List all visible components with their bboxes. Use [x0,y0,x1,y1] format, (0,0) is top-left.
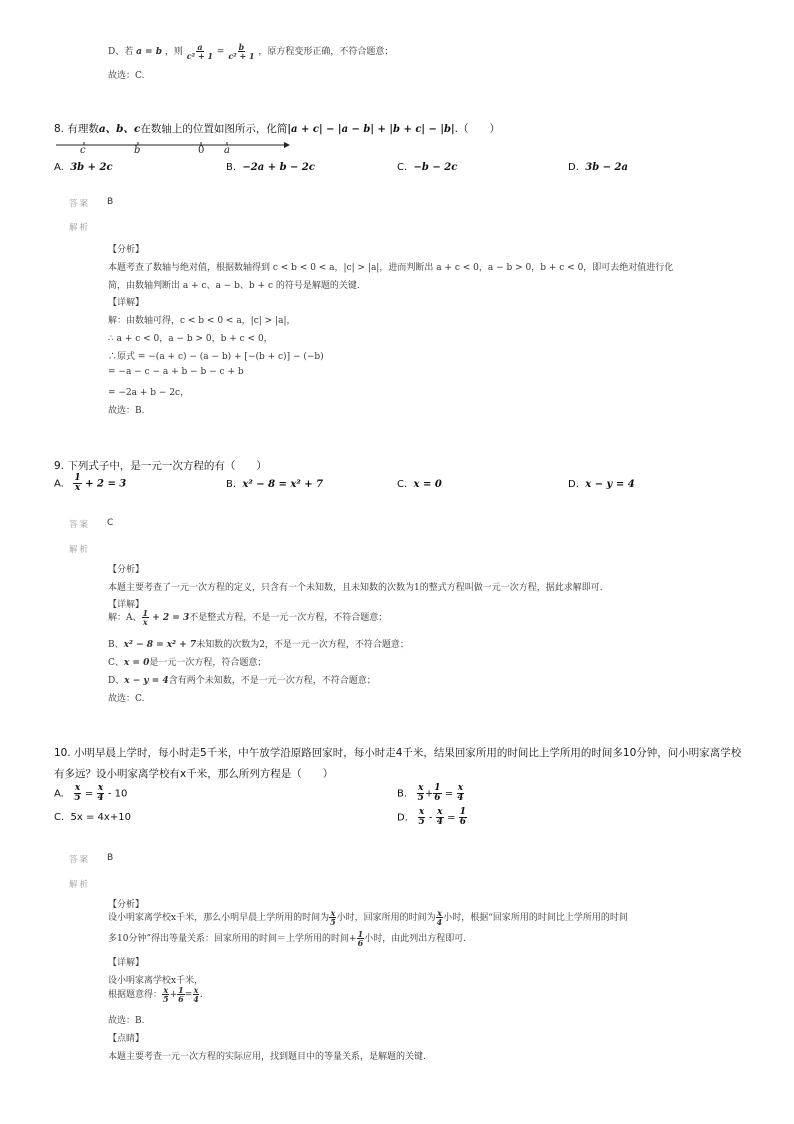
q10-f1-d1: 5 [330,917,336,927]
q10-d2-plus: + [169,990,178,1000]
q8-opt-a-expr: 3b + 2c [70,162,113,173]
q10-opt-b-d3: 4 [457,793,464,803]
q8-fenxi-heading: 【分析】 [108,245,145,255]
q10-d2-end: . [199,990,203,1000]
q10-opt-b-n3: x [457,783,464,793]
q9-detail-b [108,637,409,650]
q10-opt-d-n2: x [437,807,443,817]
q7-d-cond: a = b [136,47,163,57]
q9-detail-c-pre: C、 [108,658,124,668]
q9-option-b [226,479,323,490]
q7-frac-1-num: a [197,42,203,52]
q10-option-a [54,784,127,803]
q9-opt-b-expr: x² − 8 = x² + 7 [242,479,324,490]
q8-opt-a-letter: A. [54,162,64,173]
q10-fenxi-heading: 【分析】 [108,900,145,910]
q8-step-4: = −a − c − a + b − b − c + b [108,367,244,377]
q10-f1-d2: 4 [436,917,443,927]
q10-fenxi-line-2 [108,930,466,947]
q10-answer-value: B [107,853,114,863]
q10-detail-1: 设小明家离学校x千米， [108,976,204,986]
q9-opt-d-expr: x − y = 4 [585,479,635,490]
q9-detail-a [108,609,387,626]
q10-opt-d-frac-1 [417,808,425,827]
q8-fenxi-line-2: 简，由数轴判断出 a + c、a − b、b + c 的符号是解题的关键. [108,281,360,291]
q9-stem: 9. 下列式子中，是一元一次方程的有（ ） [54,460,267,472]
q9-analysis-label: 解析 [69,545,91,555]
q9-xiangjie-heading: 【详解】 [108,600,145,610]
q8-answer-label: 答案 [69,199,91,209]
q10-d2-n1: x [163,985,169,995]
q9-opt-b-letter: B. [226,479,237,490]
q7-d-eq: = [216,47,225,57]
q8-analysis-label: 解析 [69,223,91,233]
q7-choose: 故选：C. [108,71,145,81]
q9-answer-label: 答案 [69,520,91,530]
q9-opt-a-frac [73,474,81,493]
axis-label-0: 0 [198,145,205,156]
q9-option-a [54,474,126,493]
q10-d2-d2: 6 [178,994,184,1004]
q10-f1-n2: x [437,908,442,918]
q10-opt-b-letter: B. [397,788,408,800]
q8-opt-b-expr: −2a + b − 2c [242,162,315,173]
q10-opt-d-minus: - [428,812,433,824]
q10-f2-a: 多10分钟”得出等量关系：回家所用的时间＝上学所用的时间+ [108,934,357,944]
q9-option-d [568,479,635,490]
q10-opt-a-d1: 5 [74,793,81,803]
q9-detail-c-expr: x = 0 [123,658,150,668]
q10-opt-a-eq: = [84,788,94,800]
q10-opt-b-eq: = [444,788,454,800]
q8-xiangjie-heading: 【详解】 [108,298,145,308]
q10-f2-d: 6 [357,938,364,948]
q9-opt-d-letter: D. [568,479,579,490]
q9-detail-c-post: 是一元一次方程，符合题意； [149,658,267,668]
axis-label-a: a [224,145,230,156]
q9-fenxi-heading: 【分析】 [108,565,145,575]
q9-detail-d [108,673,376,686]
q9-detail-c [108,655,266,668]
q9-detail-a-frac [142,609,150,626]
q7-d-suffix: ，原方程变形正确，不符合题意； [258,47,394,57]
q10-opt-d-n1: x [418,807,425,817]
q9-opt-a-rest: + 2 = 3 [81,478,127,490]
q9-detail-b-expr: x² − 8 = x² + 7 [123,640,197,650]
axis-label-b: b [134,145,141,156]
q10-opt-b-d2: 6 [434,793,441,803]
q9-detail-a-post: 不是整式方程，不是一元一次方程，不符合题意； [189,613,388,623]
q10-f1-c: 小时，根据“回家所用的时间比上学所用的时间 [443,913,628,923]
q10-stem-line-1: 10. 小明早晨上学时，每小时走5千米，中午放学沿原路回家时，每小时走4千米，结果回家所用的时间比上学所用的时间多10分钟，问小明家离学校 [54,747,742,759]
q8-option-d [568,162,628,173]
q7-frac-1-den: c² + 1 [186,51,214,61]
q9-choose: 故选：C. [108,694,145,704]
number-line [52,132,292,158]
q10-opt-b-frac-3 [456,784,464,803]
q9-detail-a-num: 1 [142,608,149,618]
q10-d2-frac-3 [192,986,200,1003]
q8-opt-d-letter: D. [568,162,579,173]
q8-step-6: 故选：B. [108,406,145,416]
q7-d-then: ，则 [164,47,183,57]
q10-opt-d-frac-2 [436,808,444,827]
q8-option-c [397,162,457,173]
q8-opt-d-expr: 3b − 2a [585,162,628,173]
q8-option-b [226,162,315,173]
q10-answer-label: 答案 [69,855,91,865]
q9-detail-a-pre: 解：A、 [108,613,142,623]
q10-opt-b-frac-1 [417,784,425,803]
q10-d2-d3: 4 [193,994,199,1004]
q7-frac-1 [186,43,214,60]
q9-opt-a-letter: A. [54,478,64,490]
q10-opt-d-d1: 5 [418,817,425,827]
q10-stem-line-2: 有多远？设小明家离学校有x千米，那么所列方程是（ ） [54,768,334,780]
q10-opt-a-frac-1 [73,784,81,803]
q10-opt-d-eq: = [447,812,456,824]
q8-stem-expr: |a + c| − |a − b| + |b + c| − |b| [287,124,455,135]
q9-detail-b-post: 未知数的次数为2，不是一元一次方程，不符合题意； [196,640,409,650]
q10-f1-b: 小时，回家所用的时间为 [336,913,436,923]
q10-opt-d-n3: 1 [459,807,466,817]
q10-opt-d-d3: 6 [459,817,466,827]
q8-step-2: ∴ a + c < 0，a − b > 0，b + c < 0， [108,334,273,344]
q10-opt-d-d2: 4 [436,817,443,827]
q9-fenxi-line-1: 本题主要考查了一元一次方程的定义，只含有一个未知数，且未知数的次数为1的整式方程叫做一元一次方程，据此求解即可. [108,583,603,593]
q9-detail-d-expr: x − y = 4 [124,676,169,686]
q10-option-b [397,784,465,803]
q8-stem-a: 8. 有理数 [54,123,99,135]
q10-opt-a-n1: x [74,783,81,793]
q10-opt-c-expr: 5x = 4x+10 [70,812,131,823]
q8-opt-b-letter: B. [226,162,237,173]
q10-f1-n1: x [330,908,336,918]
q8-step-3: ∴原式 = −(a + c) − (a − b) + [−(b + c)] − (−b) [108,352,324,362]
q8-step-5: = −2a + b − 2c， [108,388,190,398]
q9-opt-a-den: x [74,483,81,493]
q9-answer-value: C [107,518,114,528]
q10-analysis-label: 解析 [69,880,91,890]
q10-xiangjie-heading: 【详解】 [108,958,145,968]
q8-fenxi-line-1: 本题考查了数轴与绝对值，根据数轴得到 c < b < 0 < a，|c| > |a|，进而判断出 a + c < 0，a − b > 0，b + c < 0，即可去绝对值进行化 [108,263,674,273]
q10-opt-a-letter: A. [54,788,64,800]
q8-opt-c-letter: C. [397,162,408,173]
q10-option-d [397,808,467,827]
q7-d-prefix: D、若 [108,47,134,57]
q10-f2-n: 1 [357,929,364,939]
q10-opt-b-d1: 5 [417,793,424,803]
q7-frac-2 [227,43,255,60]
q10-fenxi-line-1 [108,909,628,926]
q8-option-a [54,162,113,173]
q10-d2-frac-1 [162,986,170,1003]
q8-opt-c-expr: −b − 2c [413,162,458,173]
q10-choose: 故选：B. [108,1016,145,1026]
q7-frac-2-den: c² + 1 [228,51,255,61]
q10-opt-a-frac-2 [96,784,104,803]
q9-opt-a-num: 1 [74,473,81,483]
q10-opt-a-d2: 4 [97,793,104,803]
q7-frac-2-num: b [238,42,245,52]
q10-f1-frac-1 [329,909,337,926]
q10-dianjing-heading: 【点睛】 [108,1034,145,1044]
q10-opt-d-letter: D. [397,812,408,824]
q10-opt-b-plus: + [424,788,434,800]
q10-option-c [54,812,131,823]
q10-d2-pre: 根据题意得： [108,990,163,1000]
q10-f1-a: 设小明家离学校x千米，那么小明早晨上学所用的时间为 [108,913,330,923]
q8-step-1: 解：由数轴可得，c < b < 0 < a，|c| > |a|， [108,316,296,326]
q10-opt-b-n2: 1 [434,783,441,793]
q8-stem-vars: a、b、c [98,123,141,135]
q8-stem-b: 在数轴上的位置如图所示，化简 [140,123,288,135]
q9-opt-c-expr: x = 0 [413,479,442,490]
q8-stem-c: .（ ） [454,123,501,135]
q10-opt-a-rest: - 10 [107,788,128,800]
q9-detail-d-pre: D、 [108,676,125,686]
q9-detail-b-pre: B、 [108,640,124,650]
q10-d2-eq: = [184,990,193,1000]
q10-opt-d-frac-3 [459,808,467,827]
q8-answer-value: B [107,197,114,207]
q9-detail-d-post: 含有两个未知数，不是一元一次方程，不符合题意； [168,676,376,686]
q10-d2-frac-2 [177,986,185,1003]
q10-d2-n3: x [193,985,199,995]
q10-opt-a-n2: x [97,783,104,793]
q10-opt-b-frac-2 [433,784,441,803]
q7-option-d-line [108,43,393,60]
number-line-arrow [284,142,290,148]
q10-d2-n2: 1 [178,985,184,995]
q9-option-c [397,479,442,490]
axis-label-c: c [80,145,86,156]
q10-f2-b: 小时，由此列出方程即可. [364,934,467,944]
q10-detail-2 [108,986,203,1003]
q9-detail-a-mid: + 2 = 3 [149,613,190,623]
q9-detail-a-den: x [142,617,148,627]
q10-dianjing-text: 本题主要考查一元一次方程的实际应用，找到题目中的等量关系，是解题的关键. [108,1052,426,1062]
q10-opt-b-n1: x [418,783,424,793]
q10-d2-d1: 5 [163,994,169,1004]
q10-opt-c-letter: C. [54,812,65,823]
q9-opt-c-letter: C. [397,479,408,490]
